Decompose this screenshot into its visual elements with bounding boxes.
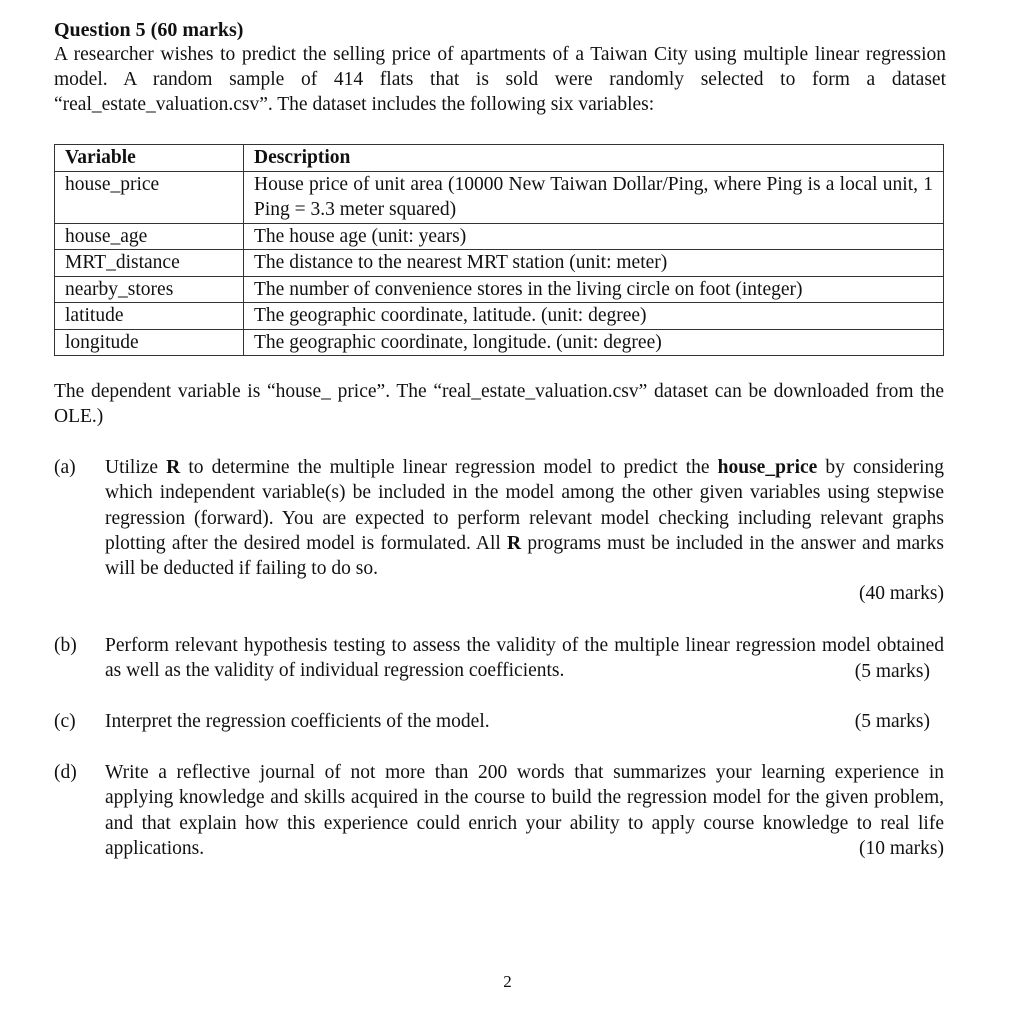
description-cell: The geographic coordinate, latitude. (unit: degree)	[244, 303, 944, 330]
description-cell: House price of unit area (10000 New Taiwan Dollar/Ping, where Ping is a local unit, 1 Ping = 3.3 meter squared)	[244, 171, 944, 223]
description-cell: The distance to the nearest MRT station (unit: meter)	[244, 250, 944, 277]
part-d	[54, 760, 944, 861]
part-a-label: (a)	[54, 457, 76, 478]
question-intro: A researcher wishes to predict the selling price of apartments of a Taiwan City using multiple linear regression model. A random sample of 414 flats that is sold were randomly selected to form a dataset “real_estate_valuation.csv”. The dataset includes the following six variables:	[54, 44, 946, 115]
part-b-label: (b)	[54, 635, 77, 656]
page-number: 2	[503, 972, 512, 991]
variables-table	[54, 144, 944, 356]
variable-cell: nearby_stores	[55, 276, 244, 303]
table-header-row	[55, 145, 944, 172]
part-d-marks: (10 marks)	[858, 838, 944, 860]
header-description: Description	[244, 145, 944, 172]
part-d-text: Write a reflective journal of not more than 200 words that summarizes your learning experience in applying knowledge and skills acquired in the course to build the regression model for the given problem, and that explain how this experience could enrich your ability to apply course knowledge to real life applications.	[105, 762, 944, 859]
variable-cell: MRT_distance	[55, 250, 244, 277]
part-a	[54, 455, 944, 606]
part-b-text: Perform relevant hypothesis testing to assess the validity of the multiple linear regression model obtained as well as the validity of individual regression coefficients.	[105, 635, 944, 682]
variable-cell: longitude	[55, 329, 244, 356]
bold-r: R	[166, 457, 181, 478]
part-c	[54, 709, 944, 734]
part-d-label: (d)	[54, 762, 77, 783]
part-b-marks: (5 marks)	[854, 660, 930, 682]
bold-house-price: house_price	[717, 457, 818, 478]
question-page	[54, 18, 946, 860]
header-variable: Variable	[55, 145, 244, 172]
variable-cell: house_age	[55, 223, 244, 250]
table-row	[55, 171, 944, 223]
table-row	[55, 303, 944, 330]
variable-cell: house_price	[55, 171, 244, 223]
description-cell: The geographic coordinate, longitude. (unit: degree)	[244, 329, 944, 356]
dependent-variable-note: The dependent variable is “house_ price”. The “real_estate_valuation.csv” dataset can be downloaded from the OLE.)	[54, 381, 944, 427]
description-cell: The house age (unit: years)	[244, 223, 944, 250]
part-a-marks: (40 marks)	[858, 583, 944, 605]
part-a-text: Utilize R to determine the multiple linear regression model to predict the house_price by considering which independent variable(s) be included in the model among the other given variables using stepwise regression (forward). You are expected to perform relevant model checking including relevant graphs plotting after the desired model is formulated. All R programs must be included in the answer and marks will be deducted if failing to do so.	[105, 457, 944, 580]
description-cell: The number of convenience stores in the living circle on foot (integer)	[244, 276, 944, 303]
bold-r: R	[507, 532, 522, 554]
part-b	[54, 633, 944, 684]
part-c-marks: (5 marks)	[854, 711, 930, 733]
table-row	[55, 329, 944, 356]
table-row	[55, 276, 944, 303]
part-c-text: Interpret the regression coefficients of the model.	[105, 711, 490, 732]
table-row	[55, 250, 944, 277]
variable-cell: latitude	[55, 303, 244, 330]
table-row	[55, 223, 944, 250]
part-c-label: (c)	[54, 711, 76, 732]
question-title: Question 5 (60 marks)	[54, 19, 244, 41]
